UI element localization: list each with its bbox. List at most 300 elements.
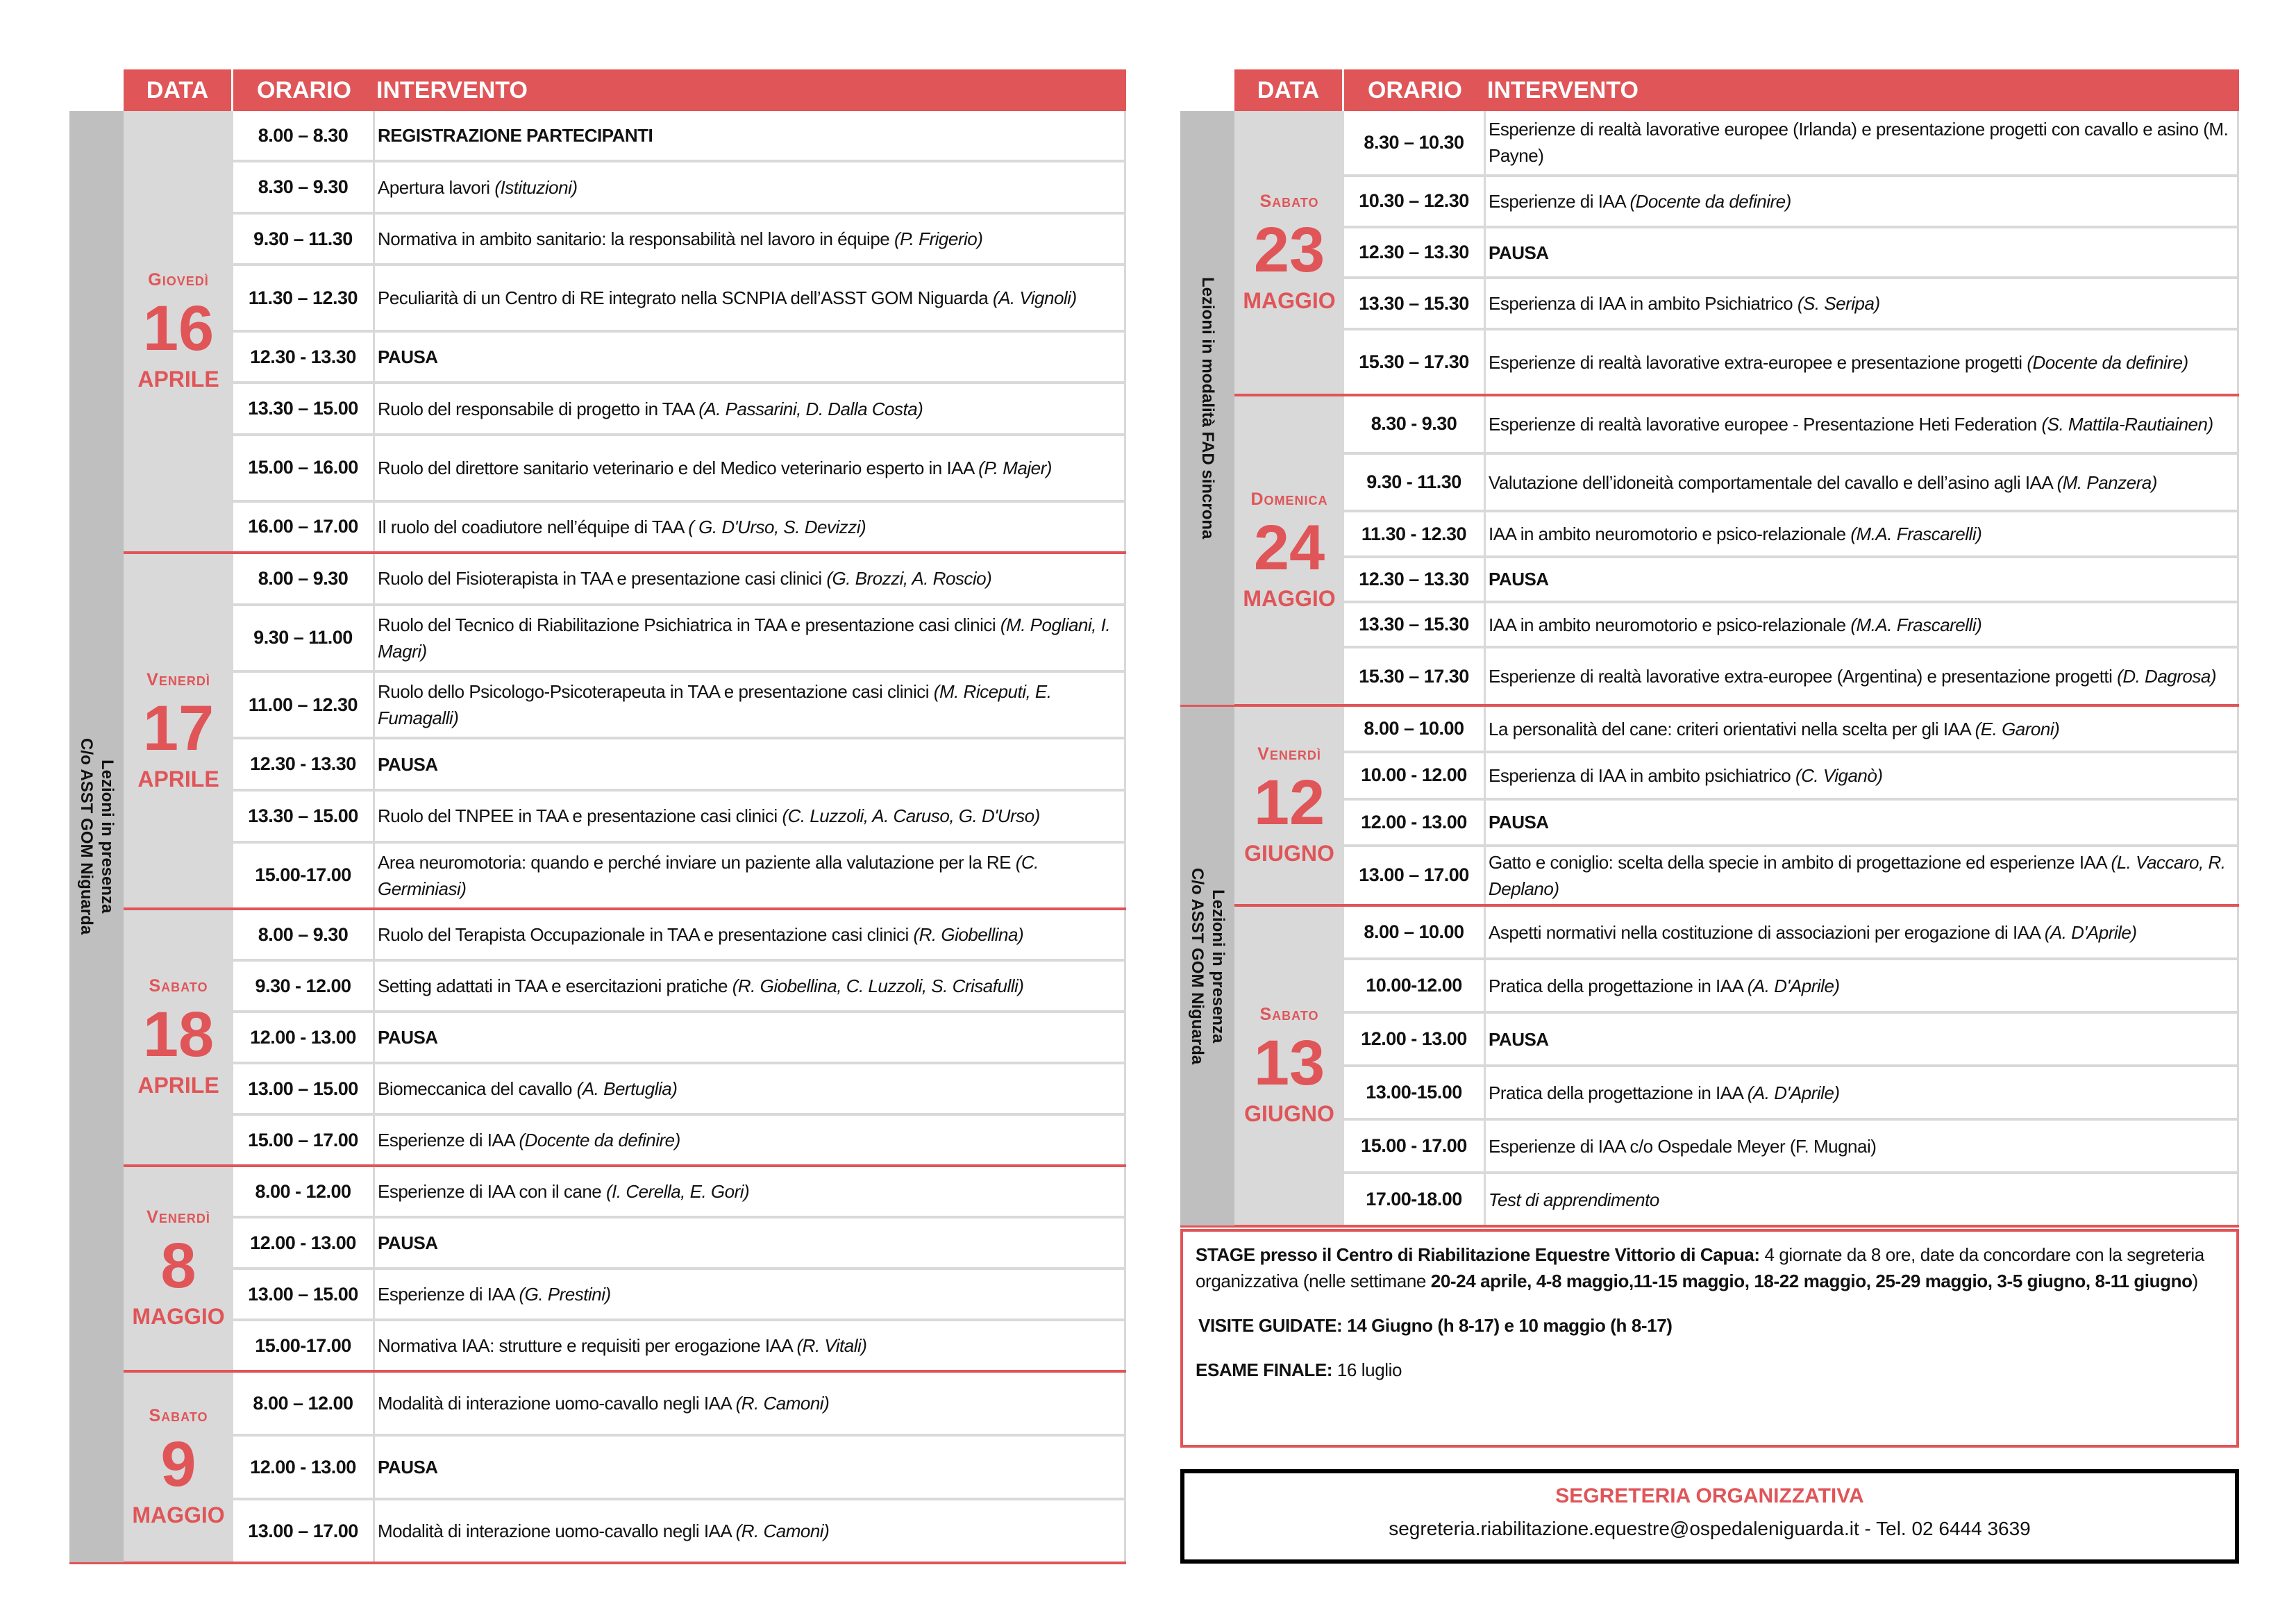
session-speaker: (Istituzioni) — [494, 176, 578, 198]
day-block — [124, 554, 1126, 910]
session-speaker: (M. Riceputi, E. Fumagalli) — [378, 681, 1052, 729]
session-text — [1489, 663, 2216, 689]
session-speaker: (C. Viganò) — [1795, 764, 1883, 786]
day-number: 8 — [160, 1230, 196, 1301]
session-time: 13.30 – 15.00 — [233, 384, 375, 433]
session-text — [378, 396, 923, 422]
session-text — [378, 1518, 829, 1544]
session-time: 15.30 – 17.30 — [1344, 330, 1486, 394]
session-text — [1489, 521, 1981, 547]
session-speaker: (G. Brozzi, A. Roscio) — [826, 568, 992, 589]
stage-weeks: 20-24 aprile, 4-8 maggio,11-15 maggio, 18-22 maggio, 25-29 maggio, 3-5 giugno, 8-11 giugno — [1430, 1271, 2193, 1291]
table-row — [233, 215, 1126, 266]
day-block — [124, 1373, 1126, 1564]
weekday: Sabato — [1259, 1005, 1319, 1024]
table-row — [233, 1116, 1126, 1164]
table-row — [233, 162, 1126, 214]
table-row — [1344, 558, 2239, 603]
session-text — [1489, 240, 1549, 266]
session-text — [378, 1332, 866, 1359]
session-main: PAUSA — [1489, 1028, 1549, 1050]
session-text — [1489, 469, 2157, 496]
session-speaker: (R. Giobellina) — [913, 924, 1024, 945]
stage-info — [1196, 1241, 2224, 1294]
session-speaker: (S. Mattila-Rautiainen) — [2041, 413, 2213, 435]
session-title — [1486, 558, 2237, 601]
session-time: 13.00 – 17.00 — [1344, 847, 1486, 904]
session-title — [1486, 111, 2237, 174]
month: GIUGNO — [1244, 1101, 1334, 1126]
session-time: 15.30 – 17.30 — [1344, 648, 1486, 704]
day-number: 23 — [1253, 214, 1325, 285]
session-text — [378, 921, 1023, 948]
secretary-contact[interactable]: segreteria.riabilitazione.equestre@ospedaleniguarda.it - Tel. 02 6444 3639 — [1389, 1518, 2031, 1539]
session-time: 13.30 – 15.30 — [1344, 603, 1486, 646]
session-text — [378, 612, 1121, 664]
table-row — [1344, 228, 2239, 280]
table-row — [1344, 907, 2239, 960]
session-title — [375, 1064, 1124, 1113]
session-text — [378, 514, 866, 540]
session-text — [1489, 1080, 1840, 1106]
table-row — [233, 1270, 1126, 1321]
session-time: 9.30 – 11.00 — [233, 606, 375, 670]
session-title — [375, 1321, 1124, 1370]
session-time: 9.30 – 11.30 — [233, 215, 375, 263]
date-cell — [124, 1167, 233, 1370]
session-main: Area neuromotoria: quando e perché inviare un paziente alla valutazione per la RE — [378, 851, 1016, 873]
day-number: 16 — [142, 293, 215, 364]
session-speaker: (G. Prestini) — [519, 1284, 611, 1305]
session-main: Esperienze di IAA — [1489, 190, 1630, 212]
month: APRILE — [137, 367, 219, 392]
session-title — [1486, 753, 2237, 797]
session-text — [1489, 566, 1549, 592]
session-time: 12.30 – 13.30 — [1344, 228, 1486, 277]
table-row — [233, 1373, 1126, 1437]
session-speaker: (A. D'Aprile) — [1747, 1082, 1840, 1103]
session-text — [378, 678, 1121, 731]
session-main: Valutazione dell’idoneità comportamentale del cavallo e dell’asino agli IAA — [1489, 471, 2057, 493]
table-row — [1344, 279, 2239, 330]
session-time: 11.30 - 12.30 — [1344, 512, 1486, 555]
session-main: La personalità del cane: criteri orientativi nella scelta per gli IAA — [1489, 718, 1975, 739]
visits-info — [1196, 1312, 2224, 1339]
session-title — [375, 1500, 1124, 1562]
header-orario: ORARIO — [1368, 76, 1462, 103]
session-main: Ruolo del direttore sanitario veterinario e del Medico veterinario esperto in IAA — [378, 457, 979, 478]
session-text — [1489, 349, 2188, 376]
session-speaker: (A. D'Aprile) — [1747, 975, 1840, 996]
day-block — [1234, 396, 2239, 707]
stage-text: 4 giornate da 8 ore, date da concordare con la segreteria organizzativa (nelle settimane — [1196, 1244, 2204, 1291]
session-title — [375, 910, 1124, 959]
session-main: PAUSA — [1489, 812, 1549, 833]
session-time: 10.00-12.00 — [1344, 960, 1486, 1011]
session-time: 17.00-18.00 — [1344, 1174, 1486, 1225]
secretary-box — [1180, 1469, 2239, 1564]
date-cell — [1234, 707, 1344, 904]
session-main: Ruolo del TNPEE in TAA e presentazione casi clinici — [378, 805, 782, 827]
session-text — [1489, 762, 1882, 789]
session-main: Il ruolo del coadiutore nell’équipe di TAA — [378, 516, 689, 537]
session-main: Apertura lavori — [378, 176, 495, 198]
session-time: 8.00 – 8.30 — [233, 111, 375, 160]
day-number: 9 — [160, 1429, 196, 1500]
table-row — [233, 844, 1126, 907]
session-speaker: (M.A. Frascarelli) — [1850, 524, 1982, 545]
session-title — [375, 384, 1124, 433]
table-row — [233, 384, 1126, 435]
day-block — [124, 111, 1126, 554]
date-cell — [1234, 907, 1344, 1225]
session-title — [1486, 648, 2237, 704]
session-time: 13.00 – 15.00 — [233, 1064, 375, 1113]
session-main: Gatto e coniglio: scelta della specie in ambito di progettazione ed esperienze IAA — [1489, 851, 2111, 873]
stage-label: STAGE presso il Centro di Riabilitazione Equestre Vittorio di Capua: — [1196, 1244, 1760, 1265]
session-title — [1486, 396, 2237, 452]
table-row — [233, 503, 1126, 551]
session-speaker: (P. Majer) — [978, 457, 1052, 478]
session-main: Aspetti normativi nella costituzione di associazioni per erogazione di IAA — [1489, 921, 2045, 943]
table-row — [233, 792, 1126, 844]
session-main: Esperienze di IAA — [378, 1130, 519, 1150]
session-text — [378, 1127, 680, 1153]
table-row — [1344, 396, 2239, 455]
session-title — [375, 333, 1124, 381]
session-title — [1486, 907, 2237, 957]
band-segment — [69, 111, 124, 1564]
session-text — [378, 803, 1040, 829]
session-text — [378, 122, 653, 149]
date-cell — [1234, 396, 1344, 704]
session-time: 12.00 - 13.00 — [233, 1437, 375, 1498]
session-title — [375, 436, 1124, 500]
session-title — [375, 1437, 1124, 1498]
table-row — [233, 436, 1126, 503]
session-title — [1486, 279, 2237, 328]
session-text — [378, 849, 1121, 902]
session-time: 8.00 – 9.30 — [233, 554, 375, 603]
session-rows — [233, 1373, 1126, 1562]
session-text — [378, 1454, 438, 1480]
session-speaker: (D. Dagrosa) — [2117, 666, 2216, 687]
session-speaker: (Docente da definire) — [2027, 351, 2188, 373]
session-text — [378, 455, 1052, 481]
session-time: 8.30 – 9.30 — [233, 162, 375, 211]
session-text — [378, 565, 991, 592]
session-main: Biomeccanica del cavallo — [378, 1078, 577, 1099]
side-band — [1180, 111, 1234, 1228]
session-time: 13.00-15.00 — [1344, 1067, 1486, 1118]
table-row — [233, 1437, 1126, 1500]
table-row — [1344, 603, 2239, 648]
session-text — [378, 174, 578, 201]
table-row — [1344, 648, 2239, 704]
session-rows — [233, 554, 1126, 907]
session-rows — [1344, 111, 2239, 394]
table-row — [233, 1167, 1126, 1219]
session-text — [1489, 290, 1880, 317]
session-main: Modalità di interazione uomo-cavallo negli IAA — [378, 1521, 736, 1541]
session-time: 13.00 – 15.00 — [233, 1270, 375, 1319]
days — [124, 111, 1126, 1564]
weekday: Venerdì — [146, 669, 210, 689]
session-text — [1489, 716, 2059, 742]
session-speaker: (C. Germiniasi) — [378, 851, 1039, 899]
table-row — [233, 962, 1126, 1013]
session-main: Esperienze di realtà lavorative europee (Irlanda) e presentazione progetti con cavallo e asino (M. Payne) — [1489, 119, 2229, 167]
table-row — [233, 739, 1126, 792]
date-cell — [124, 910, 233, 1164]
session-speaker: (Docente da definire) — [1629, 190, 1791, 212]
stage-end: ) — [2192, 1271, 2198, 1291]
session-speaker: (R. Vitali) — [796, 1335, 867, 1356]
session-title — [375, 606, 1124, 670]
band-label: Lezioni in presenza C/o ASST GOM Niguarda — [77, 738, 117, 935]
session-main: Esperienze di realtà lavorative extra-europee e presentazione progetti — [1489, 351, 2027, 373]
weekday: Domenica — [1250, 489, 1328, 509]
session-time: 15.00 - 17.00 — [1344, 1121, 1486, 1171]
session-time: 12.00 - 13.00 — [233, 1219, 375, 1267]
session-text — [378, 285, 1077, 311]
schedule-right — [1180, 69, 2239, 1228]
session-time: 15.00 – 17.00 — [233, 1116, 375, 1164]
session-time: 9.30 - 12.00 — [233, 962, 375, 1010]
table-row — [1344, 707, 2239, 753]
session-rows — [1344, 396, 2239, 704]
day-number: 17 — [142, 692, 215, 764]
session-main: Pratica della progettazione in IAA — [1489, 1082, 1748, 1103]
table-row — [1344, 1067, 2239, 1121]
session-title — [1486, 1174, 2237, 1225]
date-cell — [124, 111, 233, 551]
session-title — [1486, 1067, 2237, 1118]
date-cell — [124, 554, 233, 907]
session-time: 8.00 - 12.00 — [233, 1167, 375, 1216]
session-time: 13.30 – 15.30 — [1344, 279, 1486, 328]
session-text — [1489, 973, 1840, 999]
session-rows — [1344, 907, 2239, 1225]
session-time: 8.30 – 10.30 — [1344, 111, 1486, 174]
session-main: Ruolo del Tecnico di Riabilitazione Psichiatrica in TAA e presentazione casi clinici — [378, 614, 1000, 635]
session-time: 12.30 - 13.30 — [233, 333, 375, 381]
session-main: Esperienza di IAA in ambito Psichiatrico — [1489, 293, 1798, 315]
session-speaker: (A. Vignoli) — [992, 287, 1077, 309]
session-main: Esperienza di IAA in ambito psichiatrico — [1489, 764, 1795, 786]
session-text — [1489, 919, 2137, 946]
table-row — [1344, 177, 2239, 228]
session-title — [375, 111, 1124, 160]
band-segment — [1180, 111, 1234, 707]
session-speaker: (A. D'Aprile) — [2044, 921, 2137, 943]
table-row — [233, 554, 1126, 606]
table-row — [233, 111, 1126, 162]
session-title — [375, 215, 1124, 263]
day-block — [124, 1167, 1126, 1373]
session-text — [378, 1024, 438, 1050]
session-text — [378, 1281, 611, 1307]
session-main: IAA in ambito neuromotorio e psico-relazionale — [1489, 614, 1851, 635]
info-box — [1180, 1229, 2239, 1448]
session-text — [1489, 188, 1791, 215]
day-number: 12 — [1253, 767, 1325, 838]
session-text — [378, 1075, 677, 1102]
table-row — [233, 606, 1126, 673]
table-row — [1344, 111, 2239, 177]
date-cell — [124, 1373, 233, 1562]
header-data: DATA — [1234, 69, 1344, 111]
session-text — [1489, 849, 2234, 902]
session-main: PAUSA — [1489, 242, 1549, 263]
session-title — [1486, 1121, 2237, 1171]
session-time: 12.00 - 13.00 — [1344, 801, 1486, 844]
session-main: Esperienze di IAA c/o Ospedale Meyer (F. Mugnai) — [1489, 1135, 1877, 1157]
session-text — [1489, 1187, 1659, 1213]
session-speaker: (R. Camoni) — [735, 1393, 830, 1414]
table-row — [1344, 1014, 2239, 1067]
weekday: Giovedì — [148, 270, 209, 290]
day-block — [1234, 907, 2239, 1228]
session-title — [375, 792, 1124, 841]
table-row — [233, 1321, 1126, 1370]
side-band — [69, 111, 124, 1564]
table-row — [1344, 455, 2239, 513]
session-speaker: (R. Camoni) — [735, 1521, 830, 1541]
session-time: 12.00 - 13.00 — [233, 1013, 375, 1062]
weekday: Sabato — [149, 1406, 208, 1425]
session-speaker: Test di apprendimento — [1489, 1189, 1659, 1210]
day-number: 24 — [1253, 512, 1325, 583]
session-speaker: (A. Passarini, D. Dalla Costa) — [698, 398, 923, 419]
session-main: PAUSA — [378, 1457, 438, 1477]
session-main: Setting adattati in TAA e esercitazioni pratiche — [378, 976, 732, 996]
header-data: DATA — [124, 69, 233, 111]
weekday: Venerdì — [1257, 744, 1321, 764]
session-main: PAUSA — [378, 753, 438, 775]
session-main: Ruolo dello Psicologo-Psicoterapeuta in TAA e presentazione casi clinici — [378, 681, 934, 703]
session-speaker: (M.A. Frascarelli) — [1850, 614, 1982, 635]
session-time: 16.00 – 17.00 — [233, 503, 375, 551]
session-time: 8.00 – 9.30 — [233, 910, 375, 959]
weekday: Sabato — [1259, 191, 1319, 211]
session-time: 8.00 – 10.00 — [1344, 707, 1486, 751]
weekday: Venerdì — [146, 1207, 210, 1227]
month: GIUGNO — [1244, 841, 1334, 866]
weekday: Sabato — [149, 976, 208, 996]
session-title — [1486, 603, 2237, 646]
session-main: PAUSA — [378, 1232, 438, 1253]
session-speaker: (A. Bertuglia) — [576, 1078, 678, 1099]
header-intervento: INTERVENTO — [376, 76, 528, 103]
session-speaker: ( G. D'Urso, S. Devizzi) — [688, 516, 866, 537]
session-time: 15.00-17.00 — [233, 1321, 375, 1370]
session-time: 8.00 – 12.00 — [233, 1373, 375, 1434]
session-main: PAUSA — [378, 1027, 438, 1048]
session-title — [1486, 707, 2237, 751]
session-rows — [1344, 707, 2239, 904]
session-title — [375, 1219, 1124, 1267]
session-speaker: (R. Giobellina, C. Luzzoli, S. Crisafulli) — [732, 976, 1024, 996]
session-title — [1486, 228, 2237, 277]
table-row — [233, 1219, 1126, 1270]
table-row — [233, 333, 1126, 384]
month: MAGGIO — [132, 1502, 225, 1527]
exam-value: 16 luglio — [1332, 1359, 1402, 1380]
session-main: Peculiarità di un Centro di RE integrato nella SCNPIA dell’ASST GOM Niguarda — [378, 287, 993, 309]
table-header — [1234, 69, 2239, 111]
session-text — [1489, 411, 2213, 437]
session-speaker: (L. Vaccaro, R. Deplano) — [1489, 851, 2226, 899]
session-title — [375, 844, 1124, 907]
session-text — [378, 973, 1023, 999]
day-block — [1234, 707, 2239, 907]
band-segment — [1180, 707, 1234, 1228]
month: MAGGIO — [1243, 585, 1336, 611]
exam-info — [1196, 1357, 2224, 1383]
session-main: Esperienze di realtà lavorative europee - Presentazione Heti Federation — [1489, 413, 2042, 435]
session-speaker: (M. Pogliani, I. Magri) — [378, 614, 1111, 662]
month: APRILE — [137, 1073, 219, 1098]
session-time: 12.30 - 13.30 — [233, 739, 375, 789]
table-row — [1344, 330, 2239, 394]
schedule-left — [69, 69, 1126, 1564]
day-number: 18 — [142, 999, 215, 1070]
session-text — [1489, 1026, 1549, 1053]
session-time: 15.00-17.00 — [233, 844, 375, 907]
session-title — [375, 962, 1124, 1010]
session-text — [1489, 809, 1549, 835]
session-title — [375, 503, 1124, 551]
session-title — [375, 739, 1124, 789]
table-row — [233, 1013, 1126, 1064]
session-title — [1486, 177, 2237, 226]
band-label: Lezioni in presenza C/o ASST GOM Niguarda — [1188, 867, 1227, 1065]
session-main: Esperienze di IAA — [378, 1284, 519, 1305]
session-text — [378, 1230, 438, 1256]
session-speaker: (P. Frigerio) — [894, 228, 983, 250]
session-time: 9.30 - 11.30 — [1344, 455, 1486, 510]
session-time: 11.00 – 12.30 — [233, 673, 375, 737]
session-rows — [233, 910, 1126, 1164]
month: APRILE — [137, 766, 219, 792]
session-speaker: (S. Seripa) — [1797, 293, 1880, 315]
session-speaker: (I. Cerella, E. Gori) — [605, 1181, 750, 1202]
exam-label: ESAME FINALE: — [1196, 1359, 1333, 1380]
session-main: Esperienze di IAA con il cane — [378, 1181, 606, 1202]
month: MAGGIO — [1243, 287, 1336, 313]
session-rows — [233, 1167, 1126, 1370]
session-time: 8.30 - 9.30 — [1344, 396, 1486, 452]
session-title — [375, 266, 1124, 330]
session-text — [378, 344, 438, 370]
session-main: PAUSA — [378, 346, 438, 368]
session-title — [1486, 801, 2237, 844]
table-row — [1344, 753, 2239, 800]
table-row — [1344, 847, 2239, 904]
header-intervento: INTERVENTO — [1487, 76, 1639, 103]
table-row — [233, 1500, 1126, 1562]
session-time: 10.00 - 12.00 — [1344, 753, 1486, 797]
session-text — [1489, 116, 2234, 169]
session-title — [375, 1013, 1124, 1062]
session-speaker: (M. Panzera) — [2056, 471, 2157, 493]
table-row — [1344, 1121, 2239, 1174]
table-row — [1344, 801, 2239, 847]
session-title — [1486, 960, 2237, 1011]
table-row — [1344, 960, 2239, 1014]
session-rows — [233, 111, 1126, 551]
